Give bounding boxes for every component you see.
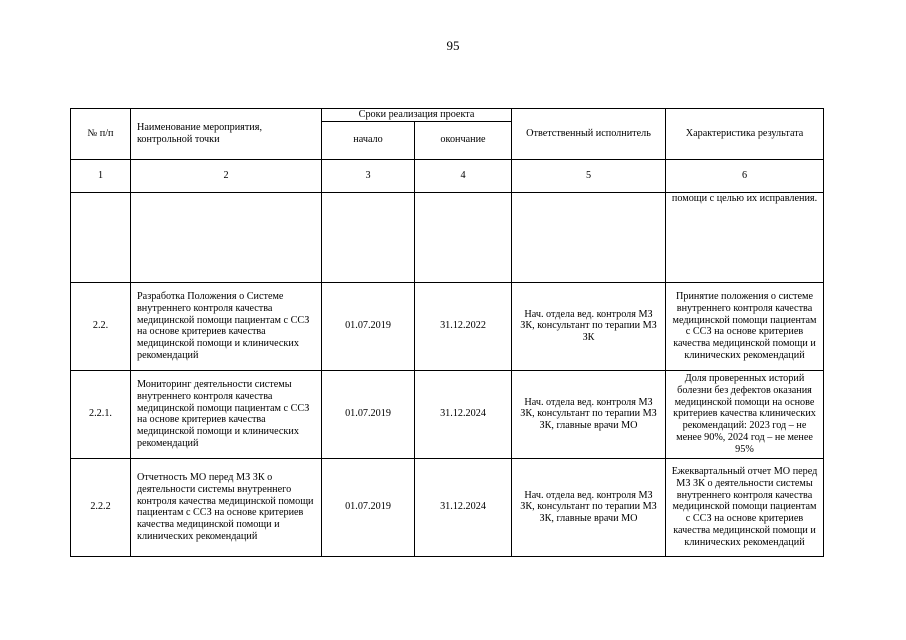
header-name: Наименование мероприятия, контрольной точки [131,109,322,160]
cell-num [71,192,131,282]
column-number: 6 [666,159,824,192]
cell-result: помощи с целью их исправления. [666,192,824,282]
cell-name: Разработка Положения о Системе внутреннего контроля качества медицинской помощи пациентам с ССЗ на основе критериев качества медицинской помощи и клинических рекомендаций [131,282,322,370]
cell-end: 31.12.2024 [415,458,512,556]
project-plan-table [70,108,824,557]
column-number: 4 [415,159,512,192]
cell-end: 31.12.2022 [415,282,512,370]
cell-responsible: Нач. отдела вед. контроля МЗ ЗК, консультант по терапии МЗ ЗК, главные врачи МО [512,458,666,556]
cell-start: 01.07.2019 [322,370,415,458]
column-number-row [71,159,824,192]
header-end: окончание [415,121,512,159]
header-deadlines: Сроки реализация проекта [322,109,512,122]
column-number: 3 [322,159,415,192]
column-number: 2 [131,159,322,192]
header-result: Характеристика результата [666,109,824,160]
header-responsible: Ответственный исполнитель [512,109,666,160]
cell-num: 2.2.2 [71,458,131,556]
column-number: 1 [71,159,131,192]
table-header-row [71,109,824,122]
header-num: № п/п [71,109,131,160]
cell-responsible [512,192,666,282]
cell-name: Мониторинг деятельности системы внутреннего контроля качества медицинской помощи пациентам с ССЗ на основе критериев качества медицинской помощи и клинических рекомендаций [131,370,322,458]
cell-start: 01.07.2019 [322,458,415,556]
cell-result: Принятие положения о системе внутреннего контроля качества медицинской помощи пациентам с ССЗ на основе критериев качества медицинской помощи и клинических рекомендаций [666,282,824,370]
page-number: 95 [446,38,460,53]
column-number: 5 [512,159,666,192]
cell-num: 2.2.1. [71,370,131,458]
table-row [71,282,824,370]
cell-end [415,192,512,282]
cell-start [322,192,415,282]
table-row [71,458,824,556]
cell-result: Доля проверенных историй болезни без дефектов оказания медицинской помощи на основе критериев качества клинических рекомендаций: 2023 год – не менее 90%, 2024 год – не менее 95% [666,370,824,458]
cell-responsible: Нач. отдела вед. контроля МЗ ЗК, консультант по терапии МЗ ЗК, главные врачи МО [512,370,666,458]
cell-name [131,192,322,282]
cell-num: 2.2. [71,282,131,370]
cell-name: Отчетность МО перед МЗ ЗК о деятельности системы внутреннего контроля качества медицинской помощи пациентам с ССЗ на основе критериев качества медицинской помощи и клинических рекомендаций [131,458,322,556]
cell-result: Ежеквартальный отчет МО перед МЗ ЗК о деятельности системы внутреннего контроля качества медицинской помощи пациентам с ССЗ на основе критериев качества медицинской помощи и клинических рекомендаций [666,458,824,556]
cell-end: 31.12.2024 [415,370,512,458]
header-start: начало [322,121,415,159]
cell-responsible: Нач. отдела вед. контроля МЗ ЗК, консультант по терапии МЗ ЗК [512,282,666,370]
table-row [71,370,824,458]
table-row-continuation [71,192,824,282]
cell-start: 01.07.2019 [322,282,415,370]
